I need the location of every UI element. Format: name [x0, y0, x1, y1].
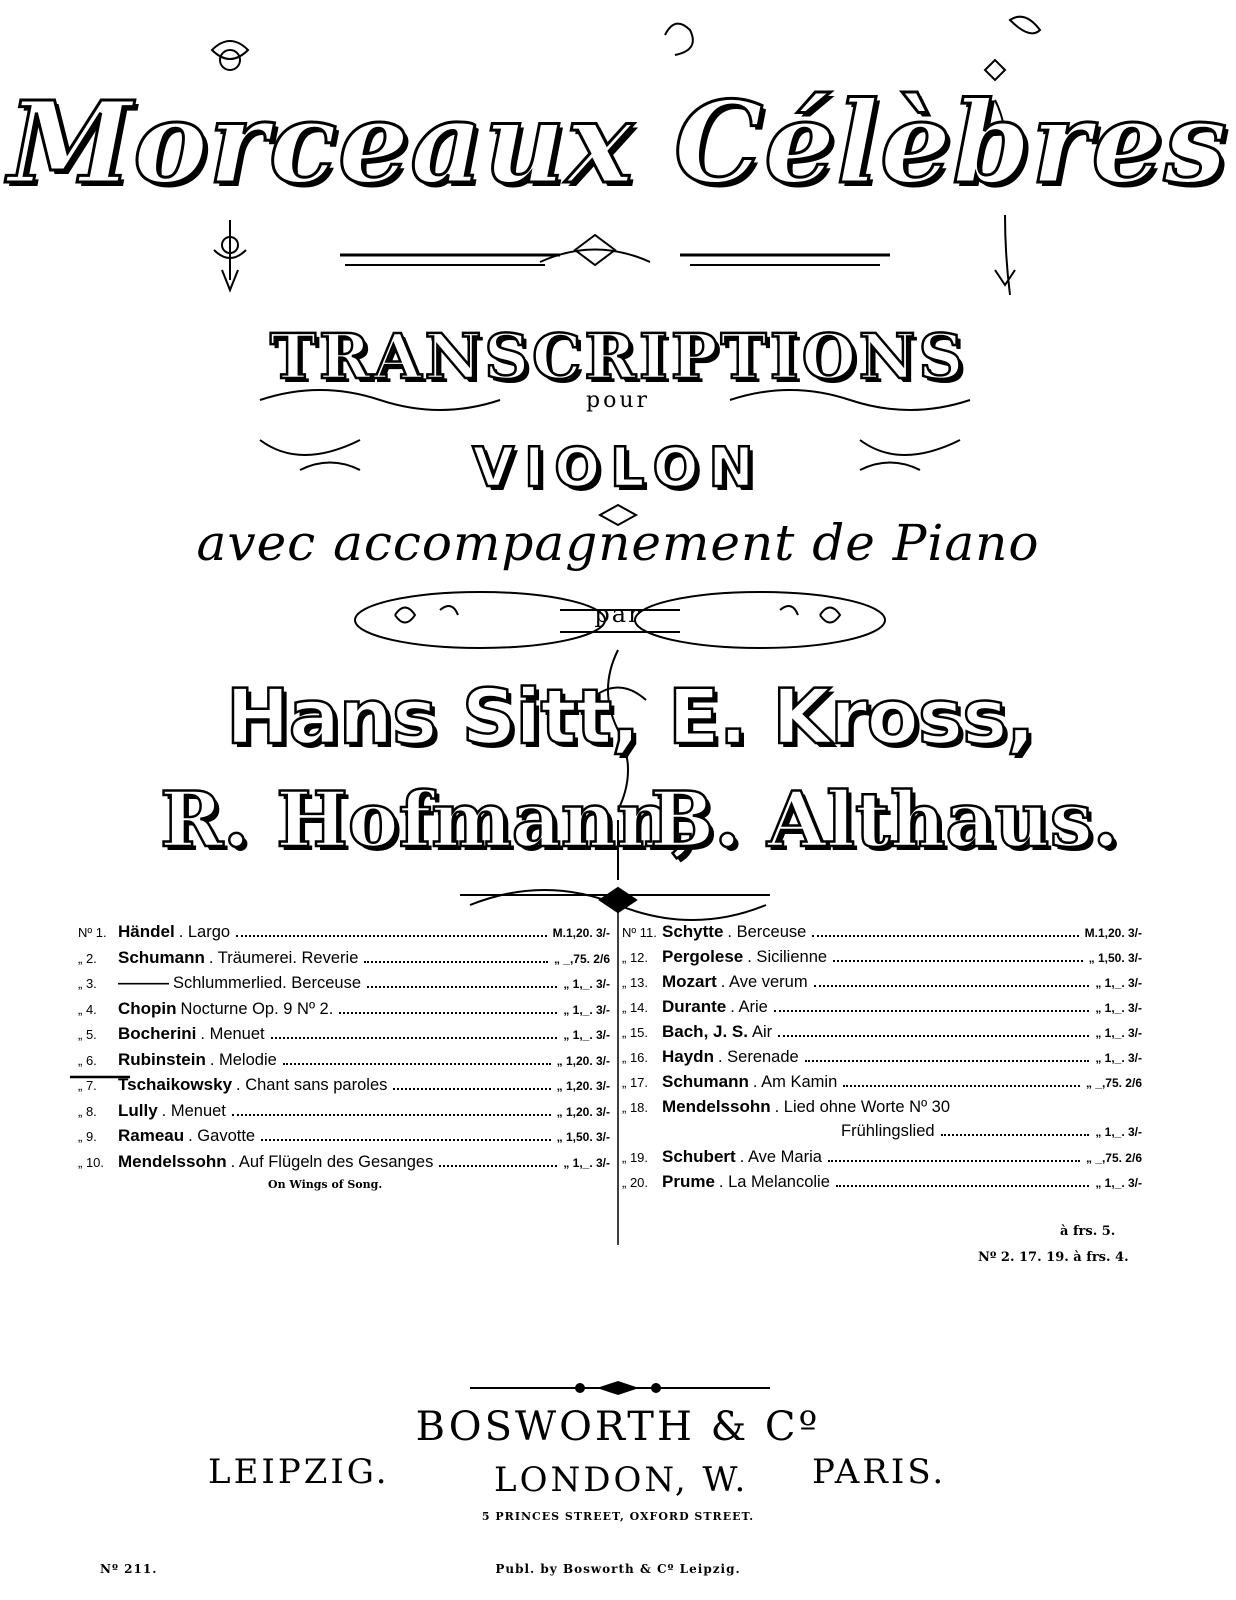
- catalogue-row: [78, 1024, 610, 1048]
- work-title: . Menuet: [200, 1025, 265, 1043]
- catalogue-row: [78, 1101, 610, 1125]
- work-title: . Sicilienne: [747, 948, 828, 966]
- entry-number: „ 19.: [622, 1150, 649, 1165]
- work-title: . Menuet: [161, 1101, 226, 1120]
- price: „ 1,_. 3/-: [1095, 1001, 1142, 1015]
- entry-number: „ 13.: [622, 975, 649, 990]
- leader-dots: [774, 1010, 1089, 1012]
- work-title: . Chant sans paroles: [236, 1076, 388, 1094]
- composer-name: Tschaikowsky: [118, 1075, 233, 1094]
- entry-number: Nº 11.: [622, 925, 657, 940]
- title-par: par: [594, 600, 642, 628]
- catalogue-row: [78, 999, 610, 1023]
- price: „ 1,_. 3/-: [1095, 1051, 1142, 1065]
- work-title: Schlummerlied. Berceuse: [173, 974, 361, 992]
- leader-dots: [828, 1160, 1080, 1162]
- work-title: Air: [751, 1023, 773, 1041]
- composer-name: Schumann: [662, 1072, 749, 1091]
- publisher-publ: Publ. by Bosworth & Cº Leipzig.: [495, 1562, 741, 1576]
- city-paris: PARIS.: [812, 1452, 947, 1492]
- catalogue-row: [797, 1122, 1142, 1146]
- leader-dots: [778, 1035, 1089, 1037]
- leader-dots: [367, 986, 557, 988]
- publisher-name: BOSWORTH & Cº: [415, 1404, 821, 1450]
- leader-dots: [833, 960, 1083, 962]
- composer-name: Pergolese: [662, 947, 744, 966]
- composer-name: ———: [118, 973, 169, 992]
- leader-dots: [941, 1134, 1090, 1136]
- entry-number: „ 10.: [78, 1154, 105, 1170]
- composer-name: Mendelssohn: [118, 1151, 227, 1171]
- city-leipzig: LEIPZIG.: [208, 1452, 390, 1492]
- work-title: Nocturne Op. 9 Nº 2.: [180, 999, 334, 1018]
- title-accompaniment: avec accompagnement de Piano: [196, 514, 1040, 572]
- price: „ _,75. 2/6: [1085, 1151, 1142, 1165]
- leader-dots: [283, 1063, 551, 1065]
- work-title: . Arie: [730, 998, 768, 1016]
- entry-number: „ 12.: [622, 950, 649, 965]
- leader-dots: [261, 1139, 551, 1141]
- price: „ 1,_. 3/-: [563, 1028, 610, 1042]
- price: „ _,75. 2/6: [553, 951, 610, 966]
- composer-name: Mozart: [662, 972, 717, 991]
- composer-name: Lully: [118, 1100, 158, 1120]
- entry-number: „ 5.: [78, 1027, 97, 1042]
- work-title: . Am Kamin: [752, 1073, 838, 1091]
- entry-number: „ 3.: [78, 976, 97, 991]
- price: M.1,20. 3/-: [552, 926, 610, 940]
- catalogue-row: [78, 1126, 610, 1150]
- entry-number: „ 18.: [622, 1100, 649, 1115]
- arranger-r-hofmann: R. Hofmann,: [160, 775, 698, 864]
- leader-dots: [393, 1088, 550, 1090]
- price: „ 1,_. 3/-: [1095, 1176, 1142, 1190]
- composer-name: Händel: [118, 922, 175, 941]
- leader-dots: [439, 1165, 557, 1167]
- catalogue-row: [622, 1022, 1142, 1046]
- catalogue-row: [622, 1147, 1142, 1171]
- composer-name: Schubert: [662, 1147, 736, 1166]
- leader-dots: [805, 1060, 1090, 1062]
- composer-name: Mendelssohn: [662, 1097, 771, 1116]
- entry-number: „ 9.: [78, 1129, 97, 1144]
- plate-number: Nº 211.: [100, 1562, 158, 1576]
- work-title: . Ave Maria: [739, 1148, 822, 1166]
- title-violon: VIOLON: [472, 436, 764, 499]
- arranger-hans-sitt: Hans Sitt,: [226, 672, 640, 761]
- price: „ 1,_. 3/-: [1095, 976, 1142, 990]
- price: „ 1,50. 3/-: [556, 1130, 610, 1144]
- price: „ 1,_. 3/-: [1095, 1125, 1142, 1139]
- price: „ 1,_. 3/-: [1095, 1026, 1142, 1040]
- entry-number: „ 16.: [622, 1050, 649, 1065]
- work-title: . La Melancolie: [718, 1173, 830, 1191]
- price: „ 1,20. 3/-: [556, 1079, 610, 1093]
- leader-dots: [364, 961, 548, 963]
- entry-number: „ 7.: [78, 1078, 97, 1093]
- price: „ 1,20. 3/-: [556, 1104, 610, 1119]
- leader-dots: [836, 1185, 1089, 1187]
- catalogue-row: [622, 1097, 1142, 1121]
- composer-name: Haydn: [662, 1047, 714, 1066]
- price-note-1: à frs. 5.: [1060, 1224, 1116, 1239]
- price: „ 1,_. 3/-: [563, 977, 610, 991]
- entry-number: „ 2.: [78, 950, 97, 966]
- catalogue-row: [622, 922, 1142, 946]
- composer-name: Chopin: [118, 998, 177, 1018]
- work-title: . Träumerei. Reverie: [208, 948, 359, 967]
- title-morceaux-celebres: Morceaux Célèbres: [8, 78, 1228, 209]
- catalogue-row: [78, 973, 610, 997]
- catalogue-row: [622, 1047, 1142, 1071]
- entry-number: „ 6.: [78, 1052, 97, 1068]
- price: „ _,75. 2/6: [1085, 1076, 1142, 1090]
- leader-dots: [232, 1114, 551, 1116]
- title-transcriptions: TRANSCRIPTIONS: [269, 320, 967, 393]
- entry-number: „ 4.: [78, 1001, 97, 1017]
- work-title: . Auf Flügeln des Gesanges: [230, 1152, 434, 1171]
- composer-name: Bocherini: [118, 1024, 197, 1043]
- composer-name: Rameau: [118, 1126, 185, 1145]
- left-note: On Wings of Song.: [268, 1178, 383, 1191]
- work-title: . Lied ohne Worte Nº 30: [774, 1098, 951, 1116]
- arranger-e-kross: E. Kross,: [668, 672, 1035, 761]
- work-title: . Largo: [178, 923, 231, 941]
- leader-dots: [814, 985, 1090, 987]
- leader-dots: [843, 1085, 1080, 1087]
- leader-dots: [812, 935, 1078, 937]
- entry-number: „ 17.: [622, 1075, 649, 1090]
- price: „ 1,50. 3/-: [1088, 951, 1142, 965]
- title-pour: pour: [585, 388, 650, 413]
- catalogue-row: [622, 972, 1142, 996]
- catalogue-row: [78, 948, 610, 972]
- entry-number: „ 8.: [78, 1103, 97, 1119]
- entry-number: „ 20.: [622, 1175, 649, 1190]
- work-title: Frühlingslied: [841, 1122, 935, 1140]
- catalogue-row: [622, 1172, 1142, 1196]
- price: „ 1,_. 3/-: [563, 1002, 610, 1017]
- work-title: . Melodie: [209, 1050, 277, 1069]
- price: M.1,20. 3/-: [1084, 926, 1142, 940]
- composer-name: Prume: [662, 1172, 715, 1191]
- catalogue-row: [78, 1050, 610, 1074]
- composer-name: Schytte: [662, 922, 724, 941]
- entry-number: „ 15.: [622, 1025, 649, 1040]
- leader-dots: [271, 1037, 558, 1039]
- composer-name: Bach, J. S.: [662, 1022, 748, 1041]
- catalogue-row: [78, 1152, 610, 1176]
- work-title: . Serenade: [717, 1048, 799, 1066]
- work-title: . Gavotte: [188, 1127, 256, 1145]
- city-london: LONDON, W.: [494, 1460, 749, 1500]
- leader-dots: [339, 1012, 557, 1014]
- publisher-address: 5 PRINCES STREET, OXFORD STREET.: [481, 1510, 755, 1523]
- price: „ 1,_. 3/-: [563, 1155, 610, 1170]
- catalogue-row: [622, 1072, 1142, 1096]
- entry-number: „ 14.: [622, 1000, 649, 1015]
- arranger-b-althaus: B. Althaus.: [650, 775, 1120, 864]
- catalogue-row: [622, 997, 1142, 1021]
- composer-name: Rubinstein: [118, 1049, 206, 1069]
- price: „ 1,20. 3/-: [556, 1053, 610, 1068]
- catalogue-row: [78, 922, 610, 946]
- leader-dots: [236, 935, 547, 937]
- catalogue-row: [78, 1075, 610, 1099]
- catalogue-row: [622, 947, 1142, 971]
- price-note-2: Nº 2. 17. 19. à frs. 4.: [978, 1250, 1129, 1265]
- work-title: . Berceuse: [727, 923, 807, 941]
- work-title: . Ave verum: [720, 973, 808, 991]
- composer-name: Durante: [662, 997, 727, 1016]
- composer-name: Schumann: [118, 947, 205, 967]
- entry-number: Nº 1.: [78, 925, 107, 940]
